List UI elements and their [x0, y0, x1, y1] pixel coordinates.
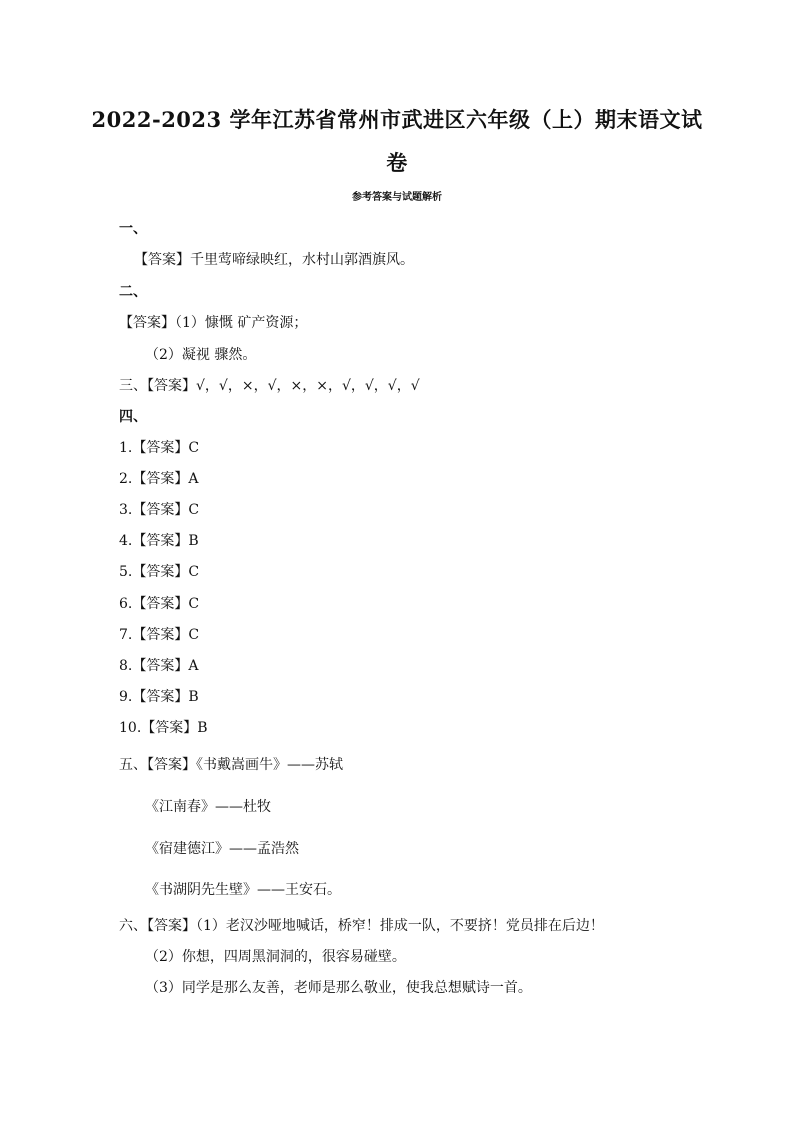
section-6-item: （2）你想，四周黑洞洞的，很容易碰壁。 [145, 949, 406, 965]
section-4-item: 8.【答案】A [119, 658, 199, 674]
page-subtitle: 参考答案与试题解析 [352, 192, 442, 203]
section-4-item: 7.【答案】C [119, 627, 200, 643]
section-5-answer: 五、【答案】《书戴嵩画牛》——苏轼 [119, 757, 343, 773]
section-1-heading: 一、 [119, 221, 147, 237]
section-3-answer: 三、【答案】√，√，×，√，×，×，√，√，√，√ [119, 378, 420, 394]
section-4-item: 1.【答案】C [119, 440, 200, 456]
section-4-heading: 四、 [119, 409, 147, 425]
section-5-item: 《书湖阴先生壁》——王安石。 [145, 882, 341, 898]
section-4-item: 10.【答案】B [119, 720, 208, 736]
section-2-answer-1: 【答案】（1）慷慨 矿产资源； [119, 315, 308, 331]
section-5-item: 《江南春》——杜牧 [145, 799, 271, 815]
section-2-answer-2: （2）凝视 骤然。 [145, 347, 257, 363]
section-6-answer: 六、【答案】（1）老汉沙哑地喊话，桥窄！排成一队，不要挤！党员排在后边！ [119, 918, 604, 934]
section-4-item: 5.【答案】C [119, 564, 200, 580]
page-title-line-1: 2022-2023 学年江苏省常州市武进区六年级（上）期末语文试 [91, 107, 703, 132]
page-title-line-2: 卷 [386, 150, 408, 175]
section-4-item: 4.【答案】B [119, 533, 199, 549]
section-1-answer: 【答案】千里莺啼绿映红，水村山郭酒旗风。 [134, 252, 414, 268]
section-2-heading: 二、 [119, 284, 147, 300]
section-4-item: 3.【答案】C [119, 502, 200, 518]
section-4-item: 2.【答案】A [119, 471, 199, 487]
section-4-item: 6.【答案】C [119, 596, 200, 612]
section-4-item: 9.【答案】B [119, 689, 199, 705]
section-5-item: 《宿建德江》——孟浩然 [145, 841, 299, 857]
section-6-item: （3）同学是那么友善，老师是那么敬业，使我总想赋诗一首。 [145, 980, 532, 996]
